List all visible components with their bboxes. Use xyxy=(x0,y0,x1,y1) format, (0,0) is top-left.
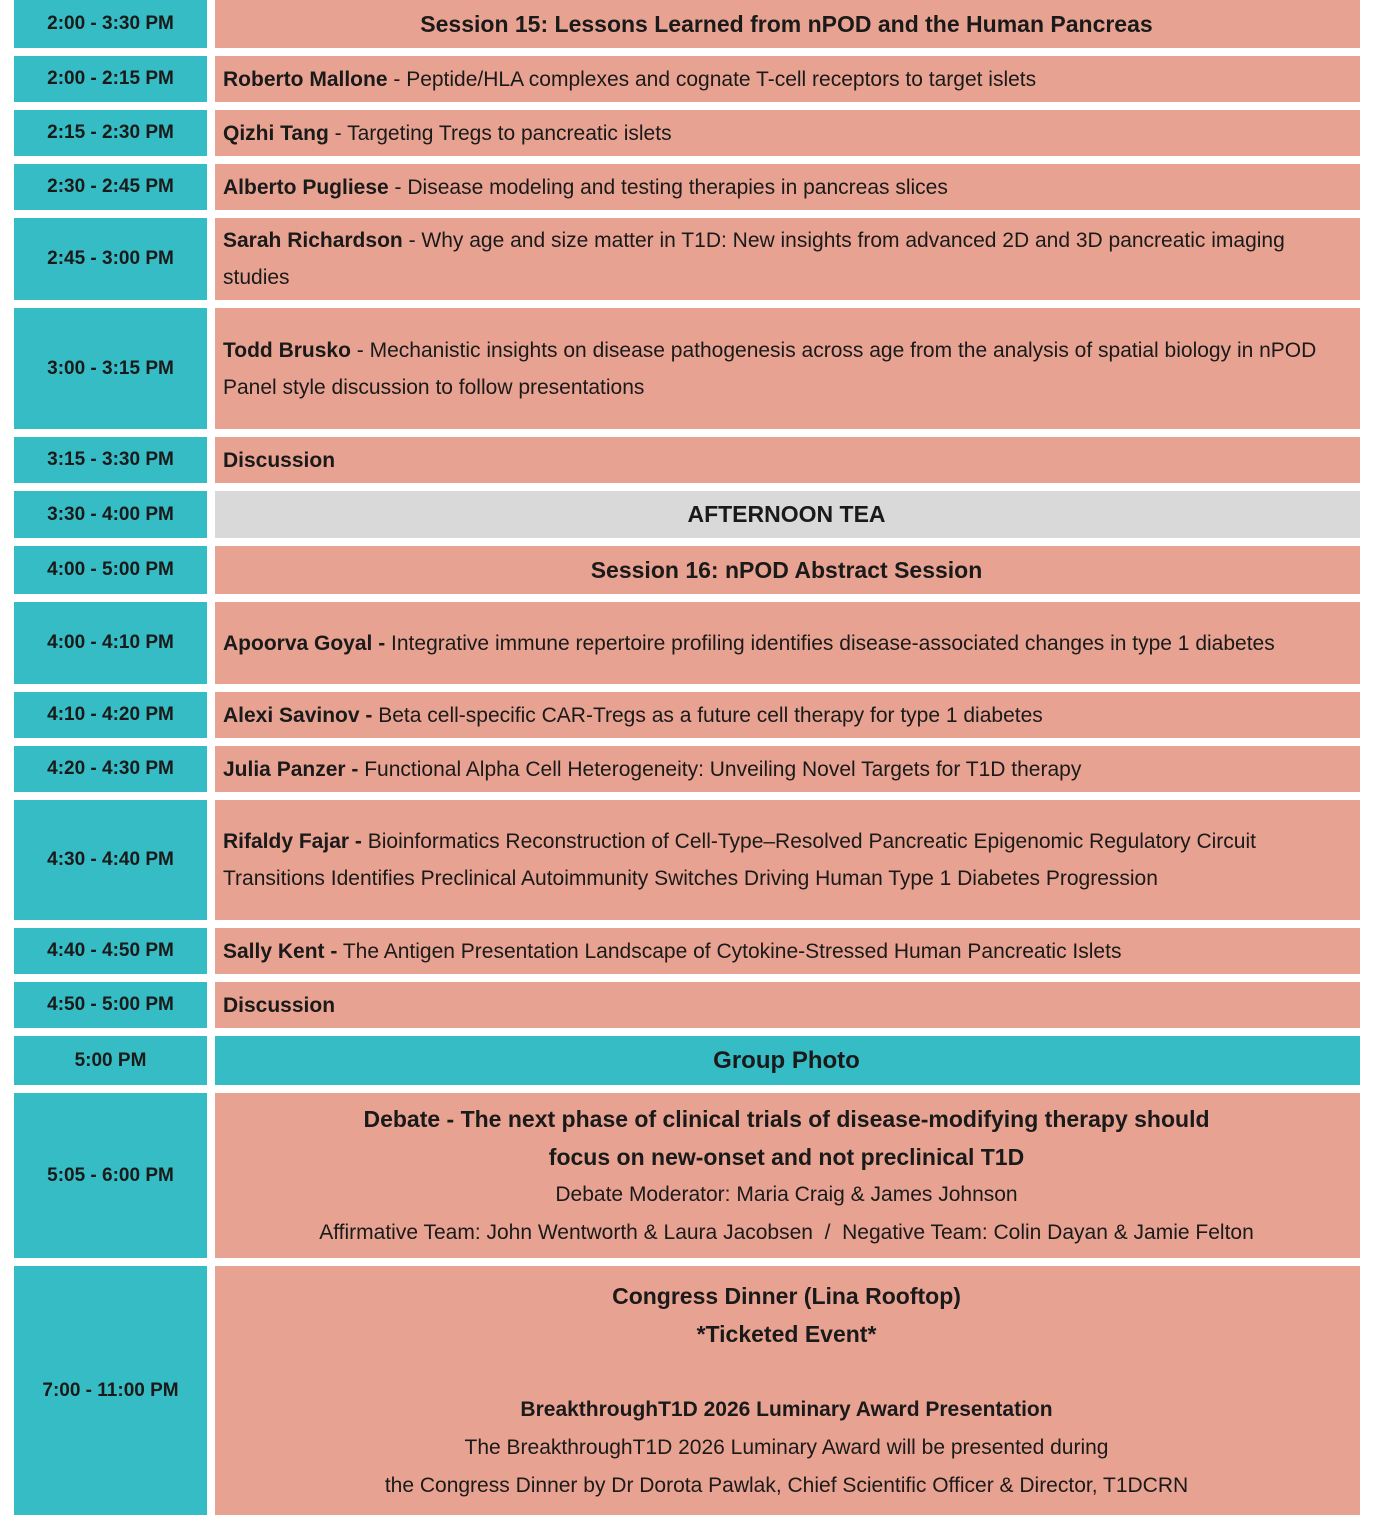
discussion-cell xyxy=(215,437,1360,483)
speaker-name: Apoorva Goyal - xyxy=(223,631,386,655)
discussion-label: Discussion xyxy=(223,993,336,1017)
session-title: Session 16: nPOD Abstract Session xyxy=(590,556,983,583)
debate-cell xyxy=(215,1093,1360,1258)
time-cell: 4:00 - 5:00 PM xyxy=(14,546,207,594)
talk-title: Targeting Tregs to pancreatic islets xyxy=(347,121,672,145)
talk-title: Functional Alpha Cell Heterogeneity: Unveiling Novel Targets for T1D therapy xyxy=(364,757,1082,781)
session-title: Session 15: Lessons Learned from nPOD and the Human Pancreas xyxy=(420,10,1153,37)
time-cell: 2:00 - 2:15 PM xyxy=(14,56,207,102)
debate-moderator: Debate Moderator: Maria Craig & James Johnson xyxy=(555,1182,1018,1206)
speaker-name: Alberto Pugliese xyxy=(223,175,389,199)
speaker-name: Todd Brusko xyxy=(223,338,351,362)
time-cell: 2:15 - 2:30 PM xyxy=(14,110,207,156)
schedule-table xyxy=(14,0,1360,1515)
debate-teams: Affirmative Team: John Wentworth & Laura Jacobsen / Negative Team: Colin Dayan & Jamie Felton xyxy=(319,1220,1254,1244)
time-cell: 5:05 - 6:00 PM xyxy=(14,1093,207,1258)
panel-note: Panel style discussion to follow presentations xyxy=(223,375,645,399)
speaker-name: Julia Panzer - xyxy=(223,757,359,781)
separator: - xyxy=(402,229,422,252)
talk-title: Mechanistic insights on disease pathogenesis across age from the analysis of spatial biology in nPOD xyxy=(369,338,1317,362)
time-cell: 4:10 - 4:20 PM xyxy=(14,692,207,738)
time-cell: 4:40 - 4:50 PM xyxy=(14,928,207,974)
time-cell: 3:00 - 3:15 PM xyxy=(14,308,207,429)
talk-cell xyxy=(215,308,1360,429)
time-cell: 4:20 - 4:30 PM xyxy=(14,746,207,792)
time-cell: 5:00 PM xyxy=(14,1036,207,1085)
talk-cell xyxy=(215,218,1360,300)
talk-title: Integrative immune repertoire profiling identifies disease-associated changes in type 1 diabetes xyxy=(391,631,1275,655)
break-title: AFTERNOON TEA xyxy=(687,501,886,527)
award-title: BreakthroughT1D 2026 Luminary Award Presentation xyxy=(520,1397,1053,1421)
time-cell: 2:00 - 3:30 PM xyxy=(14,0,207,48)
talk-title: Beta cell-specific CAR-Tregs as a future cell therapy for type 1 diabetes xyxy=(378,703,1043,727)
separator: - xyxy=(387,67,407,91)
debate-title-line1: Debate - The next phase of clinical trials of disease-modifying therapy should xyxy=(363,1105,1210,1132)
time-cell: 4:50 - 5:00 PM xyxy=(14,982,207,1028)
separator: - xyxy=(350,338,370,362)
speaker-name: Sarah Richardson xyxy=(223,229,403,252)
time-cell: 4:30 - 4:40 PM xyxy=(14,800,207,920)
time-cell: 3:15 - 3:30 PM xyxy=(14,437,207,483)
separator: - xyxy=(328,121,348,145)
time-cell: 7:00 - 11:00 PM xyxy=(14,1266,207,1515)
talk-title: Disease modeling and testing therapies in pancreas slices xyxy=(407,175,948,199)
award-line1: The BreakthroughT1D 2026 Luminary Award will be presented during xyxy=(464,1435,1109,1459)
debate-title-line2: focus on new-onset and not preclinical T1D xyxy=(548,1143,1025,1170)
break-cell xyxy=(215,491,1360,538)
talk-title: Peptide/HLA complexes and cognate T-cell receptors to target islets xyxy=(406,67,1037,91)
discussion-label: Discussion xyxy=(223,448,336,472)
dinner-title: Congress Dinner (Lina Rooftop) xyxy=(612,1282,961,1309)
session-header xyxy=(215,546,1360,594)
talk-cell xyxy=(215,110,1360,156)
speaker-name: Roberto Mallone xyxy=(223,67,388,91)
talk-cell xyxy=(215,928,1360,974)
session-header xyxy=(215,0,1360,48)
discussion-cell xyxy=(215,982,1360,1028)
time-cell: 2:45 - 3:00 PM xyxy=(14,218,207,300)
talk-cell xyxy=(215,800,1360,920)
talk-cell xyxy=(215,602,1360,684)
talk-cell xyxy=(215,746,1360,792)
speaker-name: Rifaldy Fajar - xyxy=(223,830,362,853)
talk-title: The Antigen Presentation Landscape of Cytokine-Stressed Human Pancreatic Islets xyxy=(342,939,1122,963)
speaker-name: Alexi Savinov - xyxy=(223,703,373,727)
talk-title: Why age and size matter in T1D: New insights from advanced 2D and 3D pancreatic imaging studies xyxy=(223,229,1285,289)
talk-cell xyxy=(215,164,1360,210)
talk-cell xyxy=(215,56,1360,102)
dinner-cell xyxy=(215,1266,1360,1515)
award-line2: the Congress Dinner by Dr Dorota Pawlak, Chief Scientific Officer & Director, T1DCRN xyxy=(384,1473,1189,1497)
talk-cell xyxy=(215,692,1360,738)
time-cell: 3:30 - 4:00 PM xyxy=(14,491,207,538)
talk-title: Bioinformatics Reconstruction of Cell-Type–Resolved Pancreatic Epigenomic Regulatory Circuit Transitions Identifies Preclinical Autoimmunity Switches Driving Human Type 1 Diabetes Progression xyxy=(223,830,1256,890)
photo-cell xyxy=(215,1036,1360,1085)
time-cell: 2:30 - 2:45 PM xyxy=(14,164,207,210)
time-cell: 4:00 - 4:10 PM xyxy=(14,602,207,684)
speaker-name: Qizhi Tang xyxy=(223,121,329,145)
photo-title: Group Photo xyxy=(713,1047,860,1074)
speaker-name: Sally Kent - xyxy=(223,939,338,963)
separator: - xyxy=(388,175,408,199)
ticketed-label: *Ticketed Event* xyxy=(696,1320,877,1347)
